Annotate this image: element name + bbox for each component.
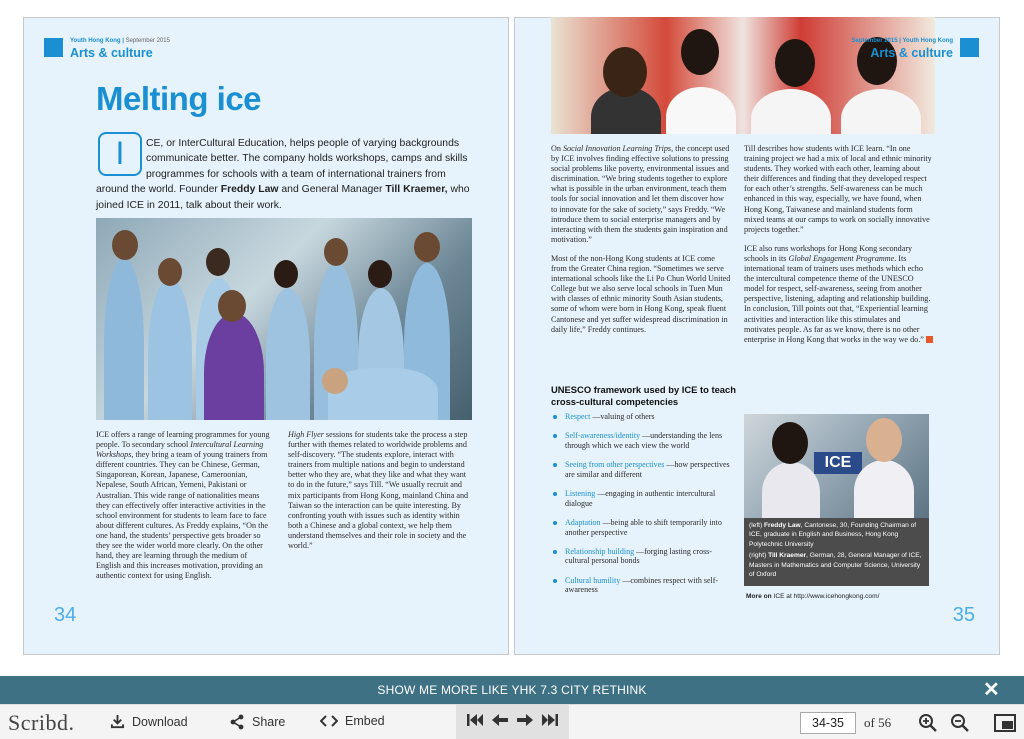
arrow-right-icon	[516, 713, 534, 727]
list-item: Self-awareness/identity —understanding the lens through which we each view the world	[551, 431, 736, 450]
page-number: 34	[54, 604, 77, 626]
code-icon	[320, 714, 338, 728]
right-column-2: Till describes how students with ICE learn. “In one training project we had a mix of local and ethnic minority students. They worked with each other, learning about their differences and finding that they developed respect for each other’s strengths. Self-awareness can be much enhanced in this way, especially, we have found, when Hong Kong, Taiwanese and mainland students form mixed teams at our camps to work on socially innovative projects together.” ICE also runs workshops for Hong Kong secondary schools in its Global Engagement Programme. Its international team of trainers uses methods which echo the intercultural competence theme of the UNESCO model for respect, self-awareness, seeing from another perspective, listening, adapting and relationship building. In conclusion, Till points out that, “Experiential learning activities and interaction like this stimulates and motivates people. As far as we know, there is no other enterprise in Hong Kong that works in the way we do.”	[744, 144, 932, 344]
founder-name: Freddy Law	[220, 184, 279, 196]
arrow-left-icon	[491, 713, 509, 727]
fullscreen-icon	[994, 714, 1016, 732]
share-icon	[229, 714, 245, 730]
page-header	[852, 37, 953, 61]
ice-sign: ICE	[814, 452, 862, 474]
zoom-out-icon	[950, 713, 970, 733]
issue-date: September 2015	[125, 38, 170, 44]
zoom-in-button[interactable]	[918, 713, 938, 738]
embed-button[interactable]: Embed	[320, 714, 385, 728]
recommendation-bar[interactable]	[0, 676, 1024, 704]
scribd-logo[interactable]: Scribd.	[8, 710, 75, 735]
previous-page-button[interactable]	[491, 713, 509, 732]
photo-caption: (left) Freddy Law, Cantonese, 30, Founding Chairman of ICE, graduate in English and Business, Hong Kong Polytechnic University (right) Till Kraemer, German, 28, General Manager of ICE, Masters in Mathematics and Computer Science, University of Oxford	[744, 518, 929, 586]
fullscreen-button[interactable]	[994, 714, 1016, 737]
page-total: of 56	[864, 715, 892, 730]
close-icon[interactable]: ✕	[983, 679, 1000, 701]
page-35	[514, 17, 1000, 655]
page-header: Youth Hong Kong | September 2015 Arts & culture	[70, 38, 170, 60]
section-title: Arts & culture	[870, 46, 953, 60]
recommendation-text[interactable]: SHOW ME MORE LIKE YHK 7.3 CITY RETHINK	[377, 683, 647, 697]
page-navigation	[456, 705, 569, 739]
group-photo	[96, 218, 472, 420]
masthead: Youth Hong Kong	[70, 38, 121, 44]
unesco-list	[551, 412, 736, 605]
download-icon	[110, 714, 125, 729]
first-page-icon	[466, 713, 484, 727]
share-button[interactable]: Share	[229, 714, 285, 730]
page-34	[23, 17, 509, 655]
end-mark-icon	[926, 336, 933, 343]
section-square-icon	[44, 38, 63, 57]
more-on-link[interactable]: More on ICE at http://www.icehongkong.com/	[746, 593, 880, 600]
list-item: Listening —engaging in authentic intercultural dialogue	[551, 489, 736, 508]
list-item: Respect —valuing of others	[551, 412, 736, 422]
page-number: 35	[952, 604, 975, 626]
next-page-button[interactable]	[516, 713, 534, 732]
section-title: Arts & culture	[70, 46, 153, 60]
students-photo	[551, 17, 935, 134]
list-item: Adaptation —being able to shift temporarily into another perspective	[551, 518, 736, 537]
last-page-button[interactable]	[541, 713, 559, 732]
unesco-box-title: UNESCO framework used by ICE to teach cross-cultural competencies	[551, 384, 736, 407]
masthead: September 2015 | Youth Hong Kong	[851, 38, 953, 44]
list-item: Relationship building —forging lasting cross-cultural personal bonds	[551, 547, 736, 566]
last-page-icon	[541, 713, 559, 727]
article-title: Melting ice	[96, 80, 262, 117]
zoom-out-button[interactable]	[950, 713, 970, 738]
list-item: Seeing from other perspectives —how perspectives are similar and different	[551, 460, 736, 479]
drop-cap: I	[98, 132, 142, 176]
right-column-1: On Social Innovation Learning Trips, the concept used by ICE involves finding effective solutions to pressing social problems like poverty, environmental issues and discrimination. “We bring students together to explore what is possible in the urban environment, teach them tools for social innovation and let them discover how to innovate for the sake of society,” says Freddy. “We introduce them to social enterprise managers and by interacting with them the students gain inspiration and motivation.” Most of the non-Hong Kong students at ICE come from the Greater China region. “Sometimes we serve international schools like the Li Po Chun World United College but we also serve local schools in Tuen Mun with classes of ethnic minority South Asian students, some of whom were born in Hong Kong, speak fluent Cantonese and yet suffer widespread discrimination in daily life,” Freddy continues.	[551, 144, 731, 334]
list-item: Cultural humility —combines respect with self-awareness	[551, 576, 736, 595]
article-intro: CE, or InterCultural Education, helps people of varying backgrounds communicate better. The company holds workshops, camps and skills programmes for schools with a team of international trainers from around the world. Founder Freddy Law and General Manager Till Kraemer, who joined ICE in 2011, talk about their work.	[96, 138, 470, 211]
founders-photo	[744, 414, 929, 518]
viewer-toolbar	[0, 704, 1024, 739]
first-page-button[interactable]	[466, 713, 484, 732]
left-column-2: High Flyer sessions for students take the process a step further with themes related to worldwide problems and self-discovery. “The students explore, interact with trainers from multiple nations and begin to understand better who they are, what they like and what they want to do in the future,” says Till. “We usually recruit and mix participants from Hong Kong, mainland China and Taiwan so the interaction can be quite interesting. By confronting youth with issues such as identity within both a Chinese and a global context, we help them understand themselves and their role in society and the world.”	[288, 430, 469, 551]
gm-name: Till Kraemer,	[385, 184, 448, 196]
zoom-in-icon	[918, 713, 938, 733]
left-column-1: ICE offers a range of learning programmes for young people. To secondary school Intercultural Learning Workshops, they bring a team of young trainers from different countries. They can be Chinese, German, Singaporean, Korean, Japanese, Cameroonian, Nepalese, South African, Yemeni, Pakistani or Australian. This wide range of nationalities means they can effectively offer interactive activities in the school environment for students to learn face to face about different cultures. As Freddy explains, “On the one hand, the students’ perspective gets broader so they see the wider world more clearly. On the other hand, they are learning through the medium of English and this increases motivation, providing an authentic context for using English.	[96, 430, 270, 581]
section-square-icon	[960, 38, 979, 57]
download-button[interactable]: Download	[110, 714, 188, 729]
page-number-input[interactable]: 34-35	[800, 712, 856, 734]
